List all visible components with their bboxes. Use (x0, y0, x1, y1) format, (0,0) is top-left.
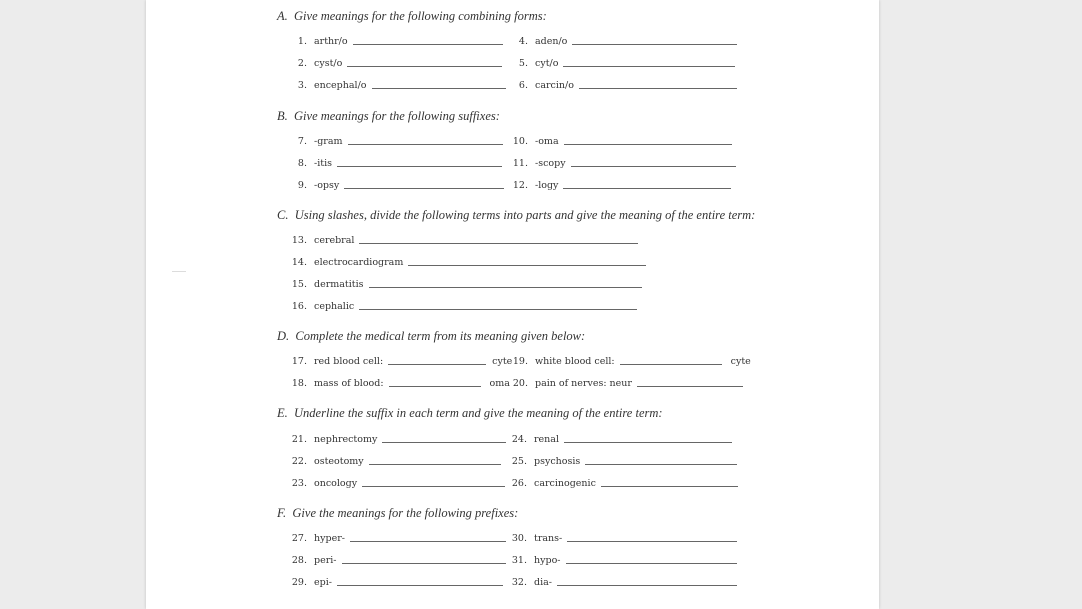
exercise-item: 16. cephalic (287, 301, 637, 312)
answer-line[interactable] (382, 441, 506, 443)
section-d-title: Complete the medical term from its meaning given below: (295, 329, 586, 343)
answer-line[interactable] (557, 584, 737, 586)
exercise-item: 10. -oma (503, 136, 732, 147)
answer-line[interactable] (571, 165, 736, 167)
exercise-item: 12. -logy (503, 180, 731, 191)
exercise-item: 17. red blood cell: cyte (291, 356, 513, 367)
section-a-letter: A. (277, 9, 288, 23)
exercise-item: 27. hyper- (287, 533, 506, 544)
answer-line[interactable] (362, 485, 505, 487)
answer-line[interactable] (601, 485, 738, 487)
answer-line[interactable] (620, 363, 722, 365)
answer-line[interactable] (579, 87, 737, 89)
section-a-heading (277, 9, 547, 24)
exercise-item: 13. cerebral (287, 235, 638, 246)
exercise-item: 32. dia- (506, 577, 737, 588)
answer-line[interactable] (348, 143, 503, 145)
section-e-letter: E. (277, 406, 288, 420)
exercise-item: 25. psychosis (506, 456, 737, 467)
answer-line[interactable] (389, 385, 481, 387)
exercise-item: 1. arthr/o (292, 36, 503, 47)
answer-line[interactable] (564, 143, 732, 145)
exercise-item: 22. osteotomy (287, 456, 501, 467)
section-f-heading (277, 506, 518, 521)
section-c-letter: C. (277, 208, 289, 222)
exercise-item: 11. -scopy (503, 158, 736, 169)
exercise-item: 18. mass of blood: oma (291, 378, 510, 389)
answer-line[interactable] (563, 187, 731, 189)
answer-line[interactable] (566, 562, 737, 564)
exercise-item: 7. -gram (292, 136, 503, 147)
section-e-heading (277, 406, 663, 421)
margin-mark (172, 271, 186, 272)
answer-line[interactable] (350, 540, 506, 542)
exercise-item: 6. carcin/o (508, 80, 737, 91)
answer-line[interactable] (337, 165, 502, 167)
section-f-title: Give the meanings for the following prefixes: (292, 506, 519, 520)
exercise-item: 20. pain of nerves: neur (508, 378, 743, 389)
exercise-item: 9. -opsy (292, 180, 504, 191)
section-d-heading (277, 329, 585, 344)
answer-line[interactable] (564, 441, 732, 443)
exercise-item: 14. electrocardiogram (287, 257, 646, 268)
answer-line[interactable] (563, 65, 735, 67)
answer-line[interactable] (388, 363, 486, 365)
answer-line[interactable] (637, 385, 743, 387)
section-c-heading (277, 208, 755, 223)
answer-line[interactable] (347, 65, 502, 67)
exercise-item: 5. cyt/o (508, 58, 735, 69)
section-b-title: Give meanings for the following suffixes: (294, 109, 500, 123)
answer-line[interactable] (585, 463, 737, 465)
exercise-item: 29. epi- (287, 577, 503, 588)
exercise-item: 2. cyst/o (292, 58, 502, 69)
answer-line[interactable] (359, 308, 637, 310)
answer-line[interactable] (353, 43, 503, 45)
answer-line[interactable] (369, 463, 501, 465)
answer-line[interactable] (359, 242, 638, 244)
exercise-item: 8. -itis (292, 158, 502, 169)
section-a-title: Give meanings for the following combining forms: (294, 9, 547, 23)
exercise-item: 23. oncology (287, 478, 505, 489)
section-c-title: Using slashes, divide the following terms into parts and give the meaning of the entire term: (294, 208, 756, 222)
exercise-item: 26. carcinogenic (506, 478, 738, 489)
answer-line[interactable] (408, 264, 646, 266)
exercise-item: 4. aden/o (508, 36, 737, 47)
exercise-item: 19. white blood cell: cyte (512, 356, 751, 367)
section-b-letter: B. (277, 109, 288, 123)
answer-line[interactable] (344, 187, 504, 189)
answer-line[interactable] (572, 43, 737, 45)
exercise-item: 21. nephrectomy (287, 434, 506, 445)
section-e-title: Underline the suffix in each term and give the meaning of the entire term: (294, 406, 663, 420)
section-b-heading (277, 109, 500, 124)
exercise-item: 28. peri- (287, 555, 506, 566)
exercise-item: 31. hypo- (506, 555, 737, 566)
answer-line[interactable] (342, 562, 506, 564)
answer-line[interactable] (337, 584, 503, 586)
exercise-item: 3. encephal/o (292, 80, 506, 91)
exercise-item: 30. trans- (506, 533, 737, 544)
exercise-item: 15. dermatitis (287, 279, 642, 290)
answer-line[interactable] (567, 540, 737, 542)
section-d-letter: D. (277, 329, 290, 343)
section-f-letter: F. (277, 506, 287, 520)
exercise-item: 24. renal (506, 434, 732, 445)
answer-line[interactable] (369, 286, 642, 288)
answer-line[interactable] (372, 87, 506, 89)
